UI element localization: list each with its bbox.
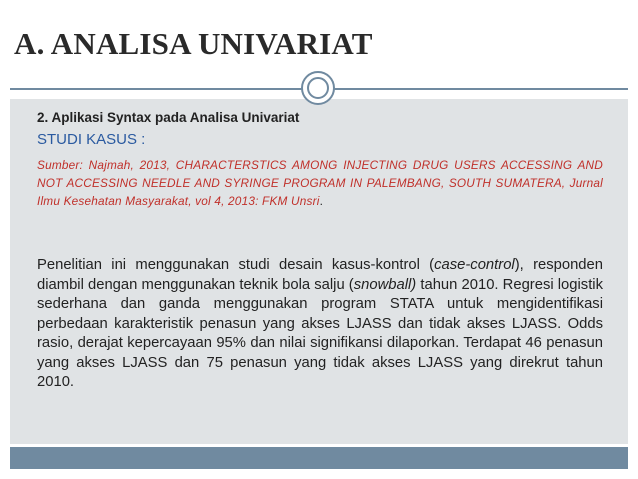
source-period: . bbox=[319, 194, 324, 208]
slide-title: A. ANALISA UNIVARIAT bbox=[14, 26, 373, 61]
circle-ornament-inner-icon bbox=[307, 77, 329, 99]
para-part-1: Penelitian ini menggunakan studi desain kasus-kontrol ( bbox=[37, 257, 435, 273]
source-citation bbox=[37, 156, 603, 210]
para-italic-2: snowball) bbox=[353, 276, 417, 293]
source-text: Sumber: Najmah, 2013, CHARACTERSTICS AMONG INJECTING DRUG USERS ACCESSING AND NOT ACCESSING NEEDLE AND SYRINGE PROGRAM IN PALEMBANG, SOUTH SUMATERA, Jurnal Ilmu Kesehatan Masyarakat, vol 4, 2013: FKM Unsri bbox=[37, 158, 603, 208]
section-subtitle: 2. Aplikasi Syntax pada Analisa Univariat bbox=[37, 110, 300, 125]
footer-band bbox=[10, 447, 628, 469]
para-part-3: tahun 2010. Regresi logistik sederhana dan ganda menggunakan program STATA untuk mengidentifikasi perbedaan karakteristik penasun yang akses LJASS dan tidak akses LJASS. Odds rasio, derajat kepercayaan 95% dan nilai signifikansi dilaporkan. Terdapat 46 penasun yang akses LJASS dan 75 penasun yang tidak akses LJASS yang direkrut tahun 2010. bbox=[37, 276, 603, 390]
para-italic-1: case-control bbox=[434, 257, 515, 273]
case-study-label: STUDI KASUS : bbox=[37, 131, 146, 148]
study-description bbox=[37, 256, 603, 393]
para-part-2: ), responden diambil dengan menggunakan teknik bola salju ( bbox=[37, 257, 603, 293]
